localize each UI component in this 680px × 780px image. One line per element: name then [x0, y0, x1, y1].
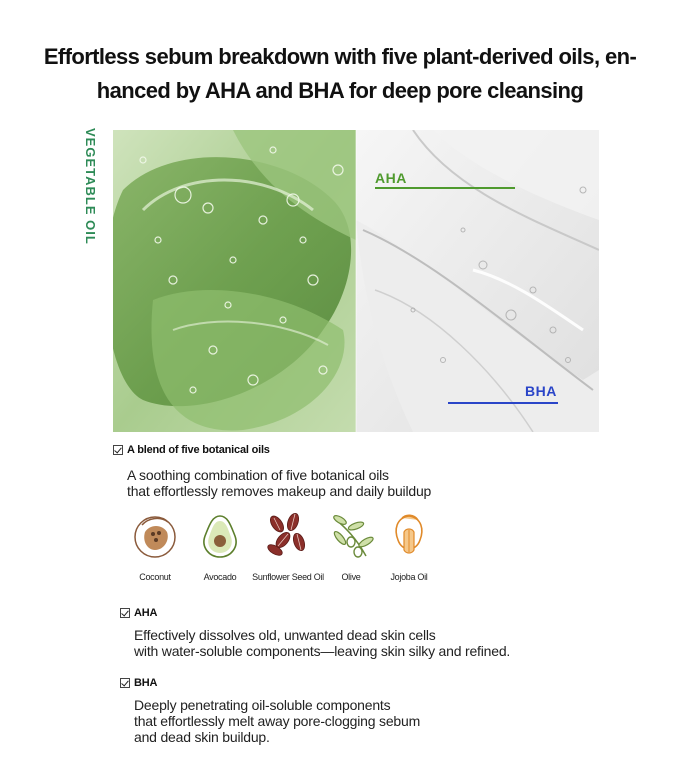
body-line: with water-soluble components—leaving skin silky and refined.: [134, 643, 511, 659]
ingredient-name: Coconut: [139, 572, 171, 582]
headline-line-1: Effortless sebum breakdown with five plant-derived oils, en-: [43, 44, 637, 69]
section-bha: [120, 677, 420, 745]
vegetable-oil-label: [80, 128, 100, 248]
section-title: AHA: [134, 607, 158, 619]
headline: [40, 40, 640, 108]
section-header: [120, 677, 420, 689]
vegetable-oil-text: VEGETABLE OIL: [83, 128, 98, 245]
ingredient-name: Olive: [341, 572, 361, 582]
ingredient-name: Jojoba Oil: [390, 572, 428, 582]
body-line: and dead skin buildup.: [134, 729, 270, 745]
sunflower-seed-icon: [263, 510, 313, 562]
section-title: BHA: [134, 677, 158, 689]
section-body: [134, 697, 420, 745]
body-line: that effortlessly melt away pore-clogging sebum: [134, 713, 421, 729]
texture-photo: [113, 130, 599, 432]
section-header: [120, 607, 510, 619]
body-line: Deeply penetrating oil-soluble components: [134, 697, 391, 713]
ingredient-jojoba: [369, 510, 449, 582]
section-body: [127, 467, 431, 499]
ingredient-name: Sunflower Seed Oil: [252, 572, 324, 582]
body-line: Effectively dissolves old, unwanted dead skin cells: [134, 627, 436, 643]
body-line: that effortlessly removes makeup and daily buildup: [127, 483, 432, 499]
ingredient-icons: [120, 510, 450, 595]
headline-line-2: hanced by AHA and BHA for deep pore cleansing: [96, 78, 584, 103]
section-body: [134, 627, 510, 659]
coconut-icon: [130, 510, 180, 562]
section-aha: [120, 607, 510, 659]
checkbox-icon: [120, 678, 130, 688]
checkbox-icon: [113, 445, 123, 455]
section-botanical-oils: [113, 444, 431, 499]
body-line: A soothing combination of five botanical oils: [127, 467, 389, 483]
jojoba-icon: [384, 510, 434, 562]
bha-photo-label: BHA: [525, 383, 557, 399]
section-header: [113, 444, 431, 456]
aha-photo-label: AHA: [375, 170, 407, 186]
ingredient-name: Avocado: [203, 572, 237, 582]
section-title: A blend of five botanical oils: [127, 444, 270, 456]
checkbox-icon: [120, 608, 130, 618]
aha-underline: [375, 187, 515, 189]
avocado-icon: [195, 510, 245, 562]
bha-underline: [448, 402, 558, 404]
